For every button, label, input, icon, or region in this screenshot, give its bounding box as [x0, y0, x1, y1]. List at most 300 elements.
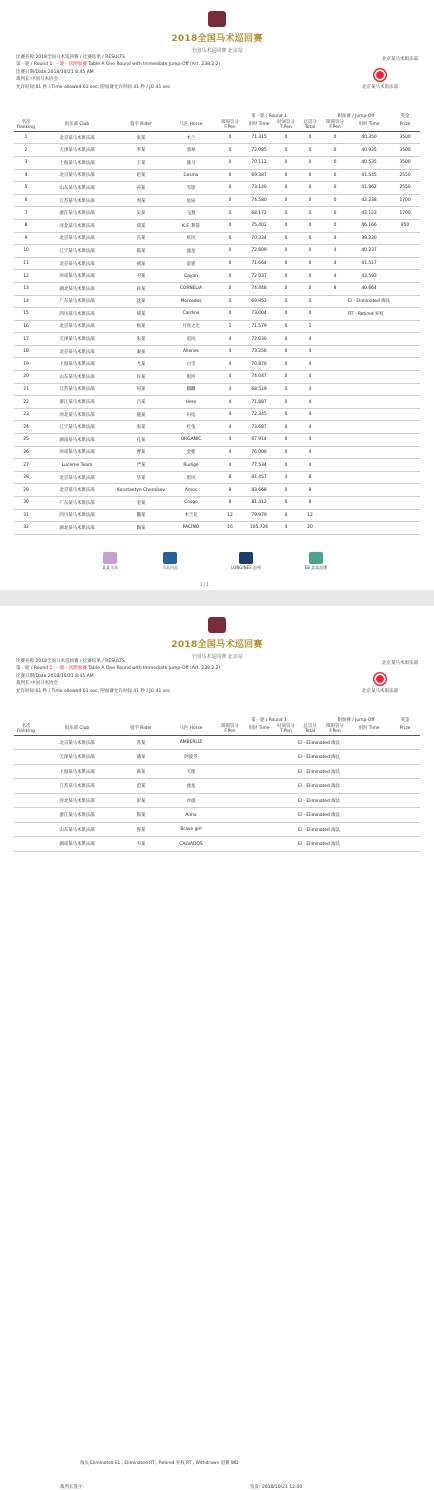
- table-cell: [390, 371, 420, 384]
- table-cell: 湖南某马术俱乐部: [38, 434, 116, 447]
- table-cell: [274, 808, 298, 823]
- table-cell: 70.334: [244, 232, 274, 245]
- table-cell: Hero: [166, 396, 216, 409]
- table-cell: 46.166: [348, 219, 390, 232]
- table-cell: [274, 837, 298, 852]
- table-cell: El - Eliminated 淘汰: [298, 779, 420, 794]
- table-cell: Brave girl: [166, 822, 216, 837]
- table-row: [14, 358, 420, 371]
- table-cell: 苏某: [116, 735, 166, 750]
- table-cell: Cayan: [166, 270, 216, 283]
- table-cell: 北京某马术俱乐部: [38, 345, 116, 358]
- meta-line: 允许时间:61 秒 / Time allowed 61 sec, 附加赛允许时间 41 秒 / JO 41 sec: [16, 84, 171, 90]
- table-cell: [390, 333, 420, 346]
- table-cell: 施某: [116, 408, 166, 421]
- table-cell: 辽宁某马术俱乐部: [38, 421, 116, 434]
- table-row: [14, 509, 420, 522]
- table-cell: 25: [14, 434, 38, 447]
- column-header: 用时 Time: [348, 724, 390, 736]
- column-header: 总罚分 Total: [298, 120, 322, 132]
- table-cell: 浙江某马术俱乐部: [38, 396, 116, 409]
- column-header: 时间罚分 T.Pen: [274, 724, 298, 736]
- table-cell: 13: [14, 282, 38, 295]
- event-logo: [170, 614, 264, 660]
- table-cell: 北京某马术俱乐部: [38, 169, 116, 182]
- table-cell: 0: [274, 219, 298, 232]
- table-cell: 0: [274, 333, 298, 346]
- table-cell: 蒋某: [116, 282, 166, 295]
- table-cell: 6: [14, 194, 38, 207]
- table-cell: 43.123: [348, 207, 390, 220]
- table-cell: PACINO: [166, 522, 216, 535]
- table-cell: 飞燕: [166, 207, 216, 220]
- table-cell: [322, 421, 348, 434]
- table-cell: 0: [298, 219, 322, 232]
- table-cell: 北京某马术俱乐部: [38, 257, 116, 270]
- table-cell: 4: [216, 421, 244, 434]
- table-cell: 鲁某: [116, 822, 166, 837]
- table-cell: [348, 446, 390, 459]
- table-cell: 流星: [166, 779, 216, 794]
- table-cell: [348, 421, 390, 434]
- table-cell: 0: [274, 144, 298, 157]
- table-cell: 0: [322, 219, 348, 232]
- table-cell: 0: [298, 295, 322, 308]
- table-cell: 74.448: [244, 282, 274, 295]
- table-cell: 4: [298, 434, 322, 447]
- table-cell: [390, 257, 420, 270]
- table-cell: [244, 837, 274, 852]
- event-brand: 2018全国马术巡回赛: [171, 34, 263, 44]
- table-cell: [322, 345, 348, 358]
- table-row: [14, 779, 420, 794]
- table-cell: [390, 509, 420, 522]
- crest-icon: [208, 11, 226, 27]
- table-cell: 12: [298, 509, 322, 522]
- column-header: 骑手 Rider: [116, 724, 166, 736]
- table-cell: 4: [298, 459, 322, 472]
- table-cell: [14, 808, 38, 823]
- table-cell: 0: [216, 232, 244, 245]
- table-cell: Cosmo: [166, 169, 216, 182]
- table-cell: 4: [298, 371, 322, 384]
- table-row: [14, 522, 420, 535]
- table-row: [14, 282, 420, 295]
- table-cell: 范某: [116, 779, 166, 794]
- table-cell: 8: [298, 497, 322, 510]
- table-cell: Allenes: [166, 345, 216, 358]
- table-cell: Lucerne Team: [38, 459, 116, 472]
- table-cell: [348, 320, 390, 333]
- table-cell: [216, 822, 244, 837]
- table-cell: 北京某马术俱乐部: [38, 735, 116, 750]
- table-cell: 山东某马术俱乐部: [38, 822, 116, 837]
- table-cell: 12: [14, 270, 38, 283]
- table-cell: 阿波罗: [166, 750, 216, 765]
- table-cell: 81.412: [244, 497, 274, 510]
- table-cell: 7: [14, 207, 38, 220]
- table-cell: 郎某: [116, 808, 166, 823]
- sponsor-logo: EB 某某品牌: [296, 552, 336, 571]
- table-cell: [348, 383, 390, 396]
- table-cell: 14: [14, 295, 38, 308]
- table-row: [14, 484, 420, 497]
- table-cell: 4: [298, 333, 322, 346]
- table-cell: [322, 471, 348, 484]
- table-cell: 潘某: [116, 750, 166, 765]
- table-cell: 郑某: [116, 219, 166, 232]
- table-cell: 周某: [116, 194, 166, 207]
- organizer-name: 北京某马术俱乐部: [382, 57, 418, 62]
- table-cell: 江苏某马术俱乐部: [38, 194, 116, 207]
- table-cell: 21: [14, 383, 38, 396]
- column-header: 骑手 Rider: [116, 120, 166, 132]
- table-cell: 31: [14, 509, 38, 522]
- table-cell: 0: [274, 396, 298, 409]
- table-cell: 12: [216, 509, 244, 522]
- table-row: [14, 270, 420, 283]
- table-cell: 河北某马术俱乐部: [38, 793, 116, 808]
- meta-line: 第一轮 / Round 1: 一轮一次附加赛 Table A One Round with Immediate Jump-Off (Art. 238.2.2): [16, 666, 221, 672]
- table-cell: [244, 808, 274, 823]
- table-cell: 0: [274, 282, 298, 295]
- table-cell: 75.402: [244, 219, 274, 232]
- table-cell: 吴某: [116, 207, 166, 220]
- table-row: [14, 471, 420, 484]
- table-cell: 金鹿: [166, 446, 216, 459]
- table-cell: 朱某: [116, 333, 166, 346]
- table-cell: 41.517: [348, 257, 390, 270]
- table-cell: [390, 471, 420, 484]
- column-header: 总罚分 Total: [298, 724, 322, 736]
- table-cell: [14, 822, 38, 837]
- column-header: 障碍罚分 F.Pen: [216, 724, 244, 736]
- table-cell: 0: [216, 308, 244, 321]
- table-cell: 77.534: [244, 459, 274, 472]
- table-cell: 赵某: [116, 169, 166, 182]
- table-cell: 1: [216, 320, 244, 333]
- table-cell: 0: [274, 245, 298, 258]
- column-header: Prize: [390, 120, 420, 132]
- results-sheet-page-2: [0, 606, 434, 1490]
- column-header: Prize: [390, 724, 420, 736]
- table-cell: 4: [216, 358, 244, 371]
- seal-icon: [373, 68, 387, 82]
- table-cell: 73.004: [244, 308, 274, 321]
- table-cell: 0: [216, 144, 244, 157]
- table-cell: 陈某: [116, 245, 166, 258]
- table-cell: [348, 358, 390, 371]
- table-cell: 2550: [390, 169, 420, 182]
- table-cell: 0: [274, 194, 298, 207]
- table-cell: [216, 793, 244, 808]
- table-cell: 850: [390, 219, 420, 232]
- table-cell: 四川某马术俱乐部: [38, 509, 116, 522]
- table-cell: 73.256: [244, 345, 274, 358]
- meta-line: 比赛日期/Date:2018/10/21 8:45 AM: [16, 69, 94, 75]
- organizer-name: 北京某马术俱乐部: [382, 661, 418, 666]
- column-header: 名次 Ranking: [14, 724, 38, 736]
- table-cell: [322, 383, 348, 396]
- table-cell: 天津某马术俱乐部: [38, 750, 116, 765]
- table-cell: 山东某马术俱乐部: [38, 371, 116, 384]
- table-cell: [390, 245, 420, 258]
- table-row: [14, 245, 420, 258]
- table-row: [14, 156, 420, 169]
- table-row: [14, 421, 420, 434]
- table-cell: 0: [274, 446, 298, 459]
- table-cell: [390, 345, 420, 358]
- table-row: [14, 219, 420, 232]
- table-cell: [348, 396, 390, 409]
- event-logo: [170, 8, 264, 54]
- table-cell: 3500: [390, 156, 420, 169]
- table-cell: [322, 371, 348, 384]
- table-cell: 0: [274, 295, 298, 308]
- table-cell: 河南某马术俱乐部: [38, 270, 116, 283]
- table-cell: El - Eliminated 淘汰: [298, 750, 420, 765]
- table-cell: [348, 371, 390, 384]
- table-cell: 翡翠: [166, 144, 216, 157]
- table-cell: [390, 320, 420, 333]
- table-cell: 67.914: [244, 434, 274, 447]
- table-cell: 陶某: [116, 522, 166, 535]
- table-cell: Rudige: [166, 459, 216, 472]
- table-cell: 0: [322, 156, 348, 169]
- table-cell: 0: [216, 219, 244, 232]
- table-cell: 10: [14, 245, 38, 258]
- table-cell: 4: [298, 421, 322, 434]
- table-cell: 0: [274, 182, 298, 195]
- jumpoff-header: 附加赛 / Jump-Off: [337, 114, 375, 119]
- table-cell: 3500: [390, 131, 420, 144]
- table-cell: [244, 735, 274, 750]
- table-cell: El - Eliminated 淘汰: [298, 808, 420, 823]
- table-cell: 72.030: [244, 333, 274, 346]
- column-header: 俱乐部 Club: [38, 120, 116, 132]
- table-cell: [14, 779, 38, 794]
- page-number: 1 / 1: [200, 582, 209, 587]
- table-cell: 20: [298, 522, 322, 535]
- table-cell: 雷霆: [166, 257, 216, 270]
- table-cell: Konstantyn Chernikov: [116, 484, 166, 497]
- table-cell: 银河: [166, 371, 216, 384]
- table-cell: 3: [14, 156, 38, 169]
- table-cell: [348, 333, 390, 346]
- table-cell: 40.664: [348, 282, 390, 295]
- table-cell: Alma: [166, 808, 216, 823]
- table-cell: 0: [216, 182, 244, 195]
- table-cell: 0: [298, 308, 322, 321]
- column-header: 时间罚分 T.Pen: [274, 120, 298, 132]
- meta-line: 允许时间:61 秒 / Time allowed 61 sec, 附加赛允许时间 41 秒 / JO 41 sec: [16, 688, 171, 694]
- table-cell: 0: [274, 257, 298, 270]
- table-cell: 秦某: [116, 345, 166, 358]
- results-table: [14, 718, 420, 852]
- table-cell: 广东某马术俱乐部: [38, 497, 116, 510]
- table-cell: [244, 793, 274, 808]
- column-header: 用时 Time: [244, 120, 274, 132]
- event-meta: [16, 54, 220, 91]
- table-cell: [390, 270, 420, 283]
- table-cell: 雪影: [166, 182, 216, 195]
- table-cell: 0: [274, 131, 298, 144]
- table-cell: 69.953: [244, 295, 274, 308]
- table-cell: [390, 282, 420, 295]
- table-row: [14, 837, 420, 852]
- issue-date: 签发: 2018/10/21 12:00: [250, 1485, 303, 1490]
- table-cell: 40.350: [348, 131, 390, 144]
- table-cell: 8: [298, 484, 322, 497]
- table-cell: [390, 396, 420, 409]
- seal-caption: 北京某马术俱乐部: [362, 85, 398, 90]
- table-row: [14, 308, 420, 321]
- table-cell: [322, 434, 348, 447]
- table-cell: 0: [322, 182, 348, 195]
- table-cell: 木兰花: [166, 509, 216, 522]
- table-cell: [390, 459, 420, 472]
- event-slogan: 全国马术巡回赛 北京站: [191, 48, 243, 54]
- table-cell: [14, 750, 38, 765]
- table-cell: 天津某马术俱乐部: [38, 144, 116, 157]
- table-cell: 0: [298, 245, 322, 258]
- table-cell: 0: [216, 295, 244, 308]
- table-cell: [348, 345, 390, 358]
- table-cell: 0: [216, 245, 244, 258]
- jumpoff-header: 附加赛 / Jump-Off: [337, 718, 375, 723]
- prize-header: 奖金: [400, 114, 410, 119]
- table-cell: 24: [14, 421, 38, 434]
- table-row: [14, 371, 420, 384]
- table-cell: 0: [274, 408, 298, 421]
- table-cell: 追风: [166, 333, 216, 346]
- table-row: [14, 764, 420, 779]
- table-cell: 11: [14, 257, 38, 270]
- table-cell: 0: [274, 207, 298, 220]
- table-cell: 褚某: [116, 257, 166, 270]
- organizer-seal: [360, 68, 400, 90]
- table-cell: 4: [322, 270, 348, 283]
- table-cell: 白雪: [166, 358, 216, 371]
- table-cell: 0: [274, 434, 298, 447]
- table-cell: 8: [216, 497, 244, 510]
- table-cell: 0: [322, 131, 348, 144]
- table-cell: 40.237: [348, 245, 390, 258]
- table-cell: [14, 837, 38, 852]
- table-cell: 0: [298, 131, 322, 144]
- column-header: 障碍罚分 F.Pen: [216, 120, 244, 132]
- meta-line: 第一轮 / Round 1: 一轮一次附加赛 Table A One Round with Immediate Jump-Off (Art. 238.2.2): [16, 62, 221, 68]
- table-cell: 70.112: [244, 156, 274, 169]
- table-cell: 4: [216, 459, 244, 472]
- table-cell: El - Eliminated 淘汰: [298, 735, 420, 750]
- column-header: 用时 Time: [348, 120, 390, 132]
- table-cell: 湖南某马术俱乐部: [38, 837, 116, 852]
- table-cell: 40.935: [348, 144, 390, 157]
- status-legend: 淘汰 Eliminated EL , Eliminated RT , Retired 弃权 RT , Withdrawn 退赛 WD: [80, 1461, 239, 1466]
- table-cell: [390, 408, 420, 421]
- table-cell: 0: [274, 484, 298, 497]
- column-header: 马匹 Horse: [166, 120, 216, 132]
- table-row: [14, 320, 420, 333]
- table-cell: [216, 764, 244, 779]
- table-cell: 4: [298, 446, 322, 459]
- table-cell: [322, 446, 348, 459]
- table-cell: [322, 308, 348, 321]
- table-cell: 许某: [116, 371, 166, 384]
- table-cell: El - Eliminated 淘汰: [298, 764, 420, 779]
- table-cell: 闪电: [166, 408, 216, 421]
- table-cell: [216, 779, 244, 794]
- column-header: 用时 Time: [244, 724, 274, 736]
- event-slogan: 全国马术巡回赛 北京站: [191, 654, 243, 660]
- table-cell: 22: [14, 396, 38, 409]
- sponsor-logo: 某某马术: [90, 552, 130, 571]
- table-cell: 湖北某马术俱乐部: [38, 522, 116, 535]
- table-cell: 71.664: [244, 257, 274, 270]
- table-row: [14, 793, 420, 808]
- table-cell: Mercedes: [166, 295, 216, 308]
- table-cell: 16: [14, 320, 38, 333]
- table-cell: 4: [298, 396, 322, 409]
- table-cell: [322, 358, 348, 371]
- table-cell: 73.687: [244, 421, 274, 434]
- table-row: [14, 446, 420, 459]
- table-cell: [348, 459, 390, 472]
- table-cell: [390, 421, 420, 434]
- table-cell: [348, 497, 390, 510]
- table-row: [14, 750, 420, 765]
- table-cell: El - Eliminated 淘汰: [298, 822, 420, 837]
- table-cell: 张某: [116, 421, 166, 434]
- round1-header: 第一轮 / Round 1: [251, 718, 287, 723]
- meta-line: 裁判长:中国马术协会: [16, 681, 59, 687]
- table-cell: [274, 793, 298, 808]
- table-cell: 4: [322, 245, 348, 258]
- table-cell: 河北某马术俱乐部: [38, 408, 116, 421]
- table-cell: 68.519: [244, 383, 274, 396]
- table-row: [14, 207, 420, 220]
- table-cell: 0: [216, 156, 244, 169]
- table-cell: [322, 497, 348, 510]
- table-cell: 浙江某马术俱乐部: [38, 808, 116, 823]
- table-cell: 4: [322, 232, 348, 245]
- table-cell: 天使: [166, 764, 216, 779]
- table-cell: 星辰: [166, 194, 216, 207]
- table-cell: 流星: [166, 245, 216, 258]
- table-cell: 2550: [390, 182, 420, 195]
- table-cell: El - Eliminated 淘汰: [348, 295, 420, 308]
- table-cell: 0: [274, 459, 298, 472]
- table-cell: 26: [14, 446, 38, 459]
- table-cell: 29: [14, 484, 38, 497]
- table-cell: 4: [298, 383, 322, 396]
- table-cell: 月亮之光: [166, 320, 216, 333]
- table-cell: 0: [216, 257, 244, 270]
- table-cell: CALVADOS: [166, 837, 216, 852]
- table-cell: 8: [14, 219, 38, 232]
- column-header: 俱乐部 Club: [38, 724, 116, 736]
- table-cell: 4: [216, 371, 244, 384]
- table-cell: 8: [216, 484, 244, 497]
- table-cell: 北京某马术俱乐部: [38, 320, 116, 333]
- table-cell: 江苏某马术俱乐部: [38, 383, 116, 396]
- table-row: [14, 295, 420, 308]
- table-cell: 葛某: [116, 764, 166, 779]
- table-cell: ORGANIC: [166, 434, 216, 447]
- table-cell: 0: [274, 156, 298, 169]
- table-cell: 72.085: [244, 144, 274, 157]
